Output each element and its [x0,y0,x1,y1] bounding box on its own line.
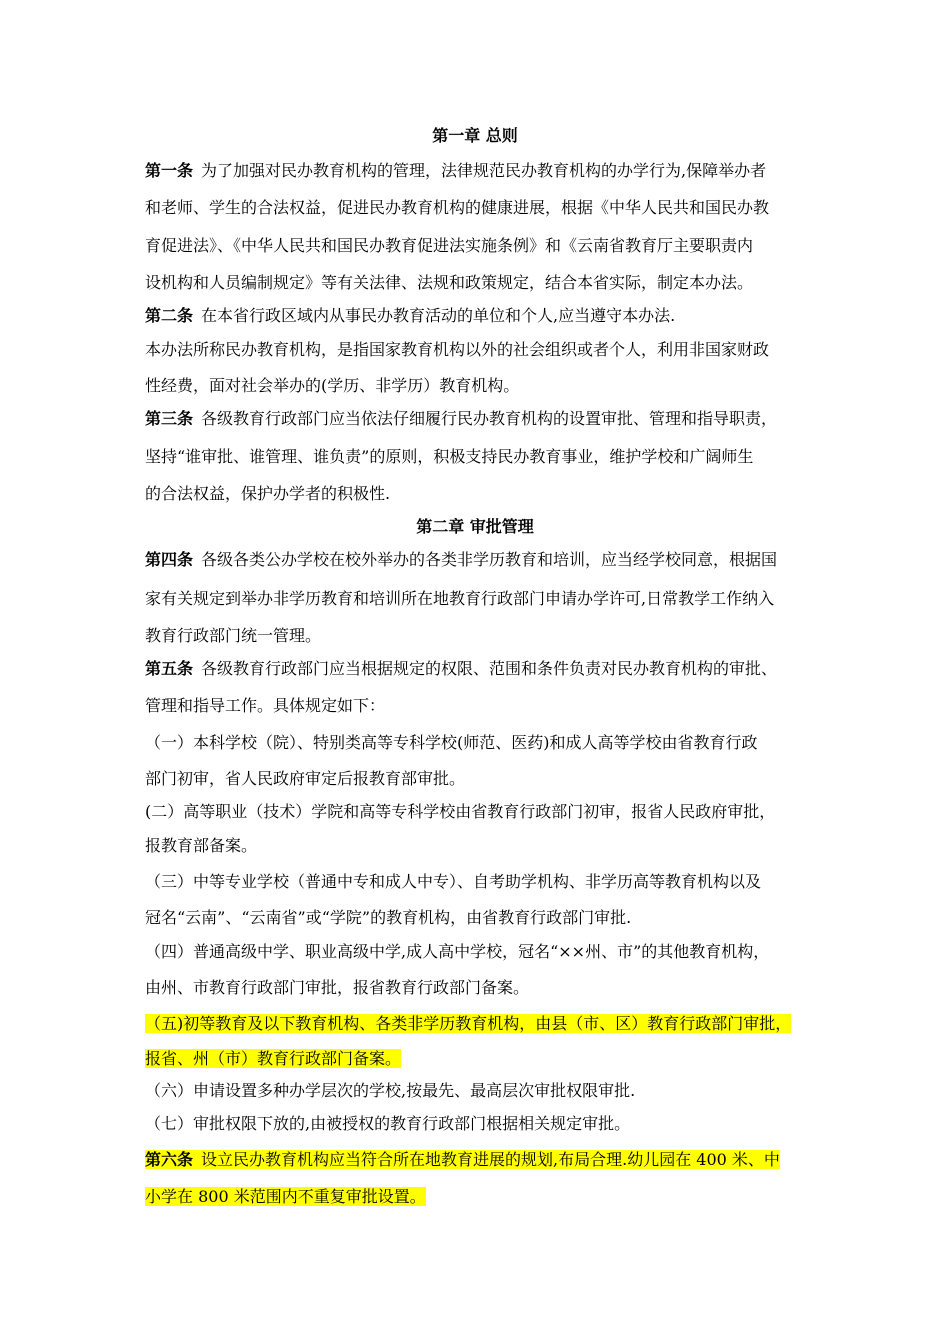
article-2-text-1: 在本省行政区域内从事民办教育活动的单位和个人,应当遵守本办法. [201,306,676,325]
article-1-line-4: 设机构和人员编制规定》等有关法律、法规和政策规定，结合本省实际，制定本办法。 [145,273,754,292]
article-5-text-1: 各级教育行政部门应当根据规定的权限、范围和条件负责对民办教育机构的审批、 [201,659,778,678]
article-5-item-2a: (二）高等职业（技术）学院和高等专科学校由省教育行政部门初审，报省人民政府审批， [145,802,776,821]
article-5-item-1b: 部门初审，省人民政府审定后报教育部审批。 [145,769,466,788]
article-5-line-2: 管理和指导工作。具体规定如下： [145,696,386,715]
article-4-label: 第四条 [145,550,194,569]
article-2-line-1 [145,304,675,328]
article-3-line-2: 坚持“谁审批、谁管理、谁负责”的原则，积极支持民办教育事业，维护学校和广阔师生 [145,447,754,466]
article-5-item-5a [145,1012,791,1036]
article-6-line-2 [145,1185,426,1209]
article-5-item-6: （六）申请设置多种办学层次的学校,按最先、最高层次审批权限审批. [145,1081,636,1100]
article-6-text-1: 设立民办教育机构应当符合所在地教育进展的规划,布局合理.幼儿园在 400 米、中 [201,1150,780,1169]
article-1-line-3: 育促进法》、《中华人民共和国民办教育促进法实施条例》和《云南省教育厅主要职责内 [145,236,754,255]
article-4-line-2: 家有关规定到举办非学历教育和培训所在地教育行政部门申请办学许可,日常教学工作纳入 [145,589,775,608]
article-3-line-3: 的合法权益，保护办学者的积极性. [145,484,391,503]
article-1-text-1: 为了加强对民办教育机构的管理，法律规范民办教育机构的办学行为,保障举办者 [201,161,767,180]
article-1-line-1 [145,159,766,183]
article-1-label: 第一条 [145,161,194,180]
article-4-line-3: 教育行政部门统一管理。 [145,626,322,645]
article-6-line-1 [145,1148,780,1172]
article-5-item-5b [145,1047,401,1071]
article-5-item-2b: 报教育部备案。 [145,836,258,855]
article-2-line-2: 本办法所称民办教育机构，是指国家教育机构以外的社会组织或者个人，利用非国家财政 [145,340,770,359]
article-4-line-1 [145,548,777,572]
article-3-line-1 [145,407,777,431]
article-3-text-1: 各级教育行政部门应当依法仔细履行民办教育机构的设置审批、管理和指导职责， [201,409,778,428]
article-6-line-1-highlight [145,1150,780,1169]
article-6-label: 第六条 [145,1150,194,1169]
article-5-item-3a: （三）中等专业学校（普通中专和成人中专）、自考助学机构、非学历高等教育机构以及 [145,872,762,891]
article-5-item-5b-highlight: 报省、州（市）教育行政部门备案。 [145,1049,402,1068]
article-2-line-3: 性经费，面对社会举办的(学历、非学历）教育机构。 [145,376,520,395]
chapter-2-title: 第二章 审批管理 [416,517,534,536]
article-5-item-4b: 由州、市教育行政部门审批，报省教育行政部门备案。 [145,978,530,997]
article-5-item-5a-highlight: （五)初等教育及以下教育机构、各类非学历教育机构，由县（市、区）教育行政部门审批， [145,1014,792,1033]
article-1-line-2: 和老师、学生的合法权益，促进民办教育机构的健康进展，根据《中华人民共和国民办教 [145,198,770,217]
article-5-item-3b: 冠名“云南”、“云南省”或“学院”的教育机构，由省教育行政部门审批. [145,908,632,927]
chapter-1-title: 第一章 总则 [432,126,518,145]
article-5-line-1 [145,657,777,681]
article-5-item-7: （七）审批权限下放的,由被授权的教育行政部门根据相关规定审批。 [145,1114,631,1133]
article-5-label: 第五条 [145,659,194,678]
article-5-item-1a: （一）本科学校（院）、特别类高等专科学校(师范、医药)和成人高等学校由省教育行政 [145,733,758,752]
article-2-label: 第二条 [145,306,194,325]
article-5-item-4a: （四）普通高级中学、职业高级中学,成人高中学校，冠名“××州、市”的其他教育机构， [145,942,770,961]
article-3-label: 第三条 [145,409,194,428]
article-4-text-1: 各级各类公办学校在校外举办的各类非学历教育和培训，应当经学校同意，根据国 [201,550,778,569]
article-6-line-2-highlight: 小学在 800 米范围内不重复审批设置。 [145,1187,426,1206]
